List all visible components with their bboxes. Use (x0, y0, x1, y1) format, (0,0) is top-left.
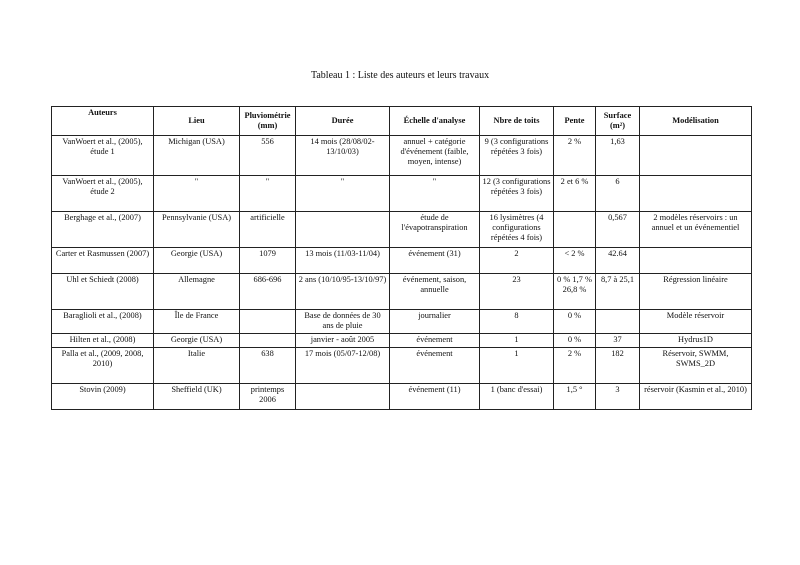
cell-pente: < 2 % (554, 248, 596, 274)
table-row (52, 334, 752, 348)
cell-pente: 1,5 ° (554, 384, 596, 410)
cell-nbre-toits: 1 (480, 334, 554, 348)
cell-duree: janvier - août 2005 (296, 334, 390, 348)
cell-surface: 42.64 (596, 248, 640, 274)
cell-echelle: événement (390, 334, 480, 348)
cell-auteurs: Berghage et al., (2007) (52, 212, 154, 248)
cell-lieu: Michigan (USA) (154, 136, 240, 176)
cell-duree: 2 ans (10/10/95-13/10/97) (296, 274, 390, 310)
cell-nbre-toits: 1 (banc d'essai) (480, 384, 554, 410)
cell-lieu: Pennsylvanie (USA) (154, 212, 240, 248)
cell-echelle: " (390, 176, 480, 212)
cell-lieu: Georgie (USA) (154, 248, 240, 274)
col-header-duree: Durée (296, 107, 390, 136)
col-header-pluviometrie: Pluviométrie (mm) (240, 107, 296, 136)
cell-duree (296, 212, 390, 248)
cell-modelisation: Hydrus1D (640, 334, 752, 348)
cell-nbre-toits: 12 (3 configurations répétées 3 fois) (480, 176, 554, 212)
cell-modelisation: réservoir (Kasmin et al., 2010) (640, 384, 752, 410)
cell-nbre-toits: 2 (480, 248, 554, 274)
cell-auteurs: Palla et al., (2009, 2008, 2010) (52, 348, 154, 384)
cell-auteurs: Stovin (2009) (52, 384, 154, 410)
table-row (52, 348, 752, 384)
cell-pente: 0 % (554, 334, 596, 348)
cell-duree: 17 mois (05/07-12/08) (296, 348, 390, 384)
cell-modelisation (640, 248, 752, 274)
col-header-auteurs: Auteurs (52, 107, 154, 136)
cell-pluviometrie: artificielle (240, 212, 296, 248)
table-row (52, 248, 752, 274)
cell-auteurs: Carter et Rasmussen (2007) (52, 248, 154, 274)
cell-modelisation: Réservoir, SWMM, SWMS_2D (640, 348, 752, 384)
cell-pluviometrie (240, 310, 296, 334)
cell-modelisation: Modèle réservoir (640, 310, 752, 334)
cell-echelle: événement (31) (390, 248, 480, 274)
table-caption: Tableau 1 : Liste des auteurs et leurs travaux (310, 70, 490, 81)
cell-surface: 6 (596, 176, 640, 212)
cell-lieu: Sheffield (UK) (154, 384, 240, 410)
cell-duree: 14 mois (28/08/02-13/10/03) (296, 136, 390, 176)
cell-modelisation (640, 136, 752, 176)
cell-echelle: étude de l'évapotranspiration (390, 212, 480, 248)
cell-surface: 1,63 (596, 136, 640, 176)
cell-surface: 37 (596, 334, 640, 348)
cell-pente: 0 % 1,7 % 26,8 % (554, 274, 596, 310)
cell-pluviometrie: printemps 2006 (240, 384, 296, 410)
cell-echelle: événement, saison, annuelle (390, 274, 480, 310)
authors-table (51, 106, 752, 410)
cell-duree: 13 mois (11/03-11/04) (296, 248, 390, 274)
cell-duree: " (296, 176, 390, 212)
table-row (52, 274, 752, 310)
table-row (52, 384, 752, 410)
cell-duree: Base de données de 30 ans de pluie (296, 310, 390, 334)
cell-surface (596, 310, 640, 334)
cell-lieu: Italie (154, 348, 240, 384)
col-header-nbre-toits: Nbre de toits (480, 107, 554, 136)
cell-auteurs: Uhl et Schiedt (2008) (52, 274, 154, 310)
cell-lieu: Allemagne (154, 274, 240, 310)
table-row (52, 136, 752, 176)
cell-echelle: événement (11) (390, 384, 480, 410)
table-row (52, 310, 752, 334)
col-header-echelle: Échelle d'analyse (390, 107, 480, 136)
cell-auteurs: VanWoert et al., (2005), étude 1 (52, 136, 154, 176)
cell-pente (554, 212, 596, 248)
cell-surface: 0,567 (596, 212, 640, 248)
cell-echelle: annuel + catégorie d'événement (faible, moyen, intense) (390, 136, 480, 176)
cell-pente: 2 % (554, 136, 596, 176)
cell-pluviometrie: 638 (240, 348, 296, 384)
cell-pluviometrie: 1079 (240, 248, 296, 274)
cell-modelisation: 2 modèles réservoirs : un annuel et un événementiel (640, 212, 752, 248)
cell-surface: 182 (596, 348, 640, 384)
cell-pluviometrie: " (240, 176, 296, 212)
cell-duree (296, 384, 390, 410)
cell-modelisation: Régression linéaire (640, 274, 752, 310)
cell-lieu: " (154, 176, 240, 212)
cell-pluviometrie: 686-696 (240, 274, 296, 310)
cell-surface: 8,7 à 25,1 (596, 274, 640, 310)
col-header-lieu: Lieu (154, 107, 240, 136)
cell-lieu: Georgie (USA) (154, 334, 240, 348)
cell-pluviometrie: 556 (240, 136, 296, 176)
header-row (52, 107, 752, 136)
cell-nbre-toits: 8 (480, 310, 554, 334)
cell-surface: 3 (596, 384, 640, 410)
cell-pluviometrie (240, 334, 296, 348)
cell-nbre-toits: 23 (480, 274, 554, 310)
col-header-surface: Surface (m²) (596, 107, 640, 136)
table-row (52, 212, 752, 248)
cell-auteurs: VanWoert et al., (2005), étude 2 (52, 176, 154, 212)
cell-pente: 2 % (554, 348, 596, 384)
cell-echelle: événement (390, 348, 480, 384)
cell-pente: 0 % (554, 310, 596, 334)
cell-echelle: journalier (390, 310, 480, 334)
cell-lieu: Île de France (154, 310, 240, 334)
cell-nbre-toits: 9 (3 configurations répétées 3 fois) (480, 136, 554, 176)
cell-pente: 2 et 6 % (554, 176, 596, 212)
cell-auteurs: Baraglioli et al., (2008) (52, 310, 154, 334)
table-row (52, 176, 752, 212)
cell-auteurs: Hilten et al., (2008) (52, 334, 154, 348)
cell-nbre-toits: 1 (480, 348, 554, 384)
cell-modelisation (640, 176, 752, 212)
col-header-pente: Pente (554, 107, 596, 136)
cell-nbre-toits: 16 lysimètres (4 configurations répétées 4 fois) (480, 212, 554, 248)
col-header-modelisation: Modélisation (640, 107, 752, 136)
